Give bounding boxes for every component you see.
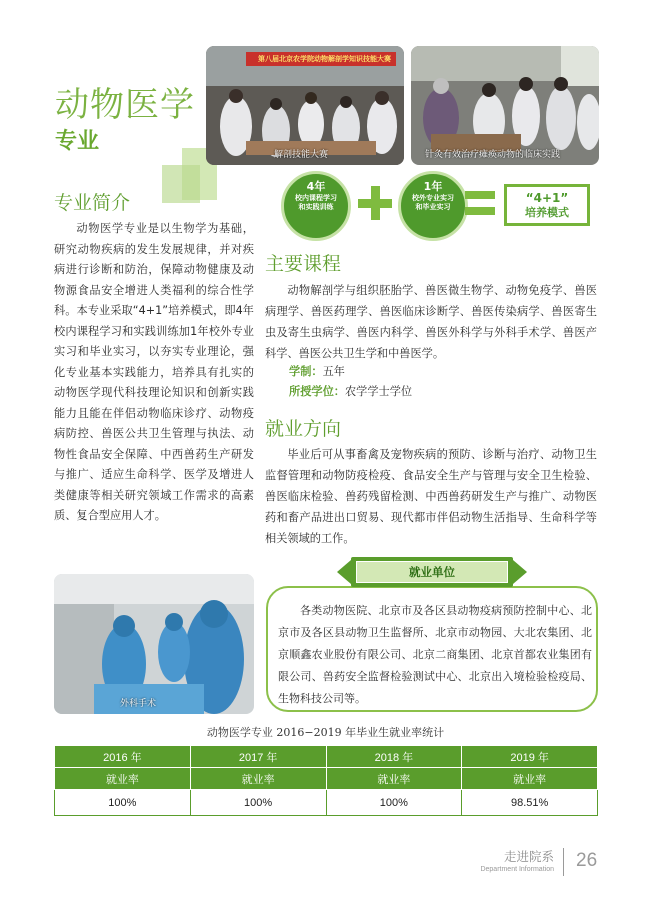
page-number: 26: [576, 850, 598, 871]
table-header-cell: 2018 年: [326, 746, 462, 768]
decor-square: [162, 165, 200, 203]
courses-paragraph: 动物解剖学与组织胚胎学、兽医微生物学、动物免疫学、兽医病理学、兽医药理学、兽医临床诊断学、兽医传染病学、兽医寄生虫及寄生虫病学、兽医内科学、兽医外科学与外科手术学、兽医产科学、兽医公共卫生学和中兽医学。: [265, 284, 597, 360]
one-year-label: 1年: [423, 180, 443, 193]
degree-label: 所授学位：: [289, 385, 345, 398]
table-cell: 98.51%: [462, 790, 598, 816]
one-year-desc: 校外专业实习和毕业实习: [412, 194, 454, 211]
courses-heading: 主要课程: [265, 253, 342, 275]
four-year-label: 4年: [306, 180, 326, 193]
employment-rate-table: [54, 745, 598, 816]
duration-label: 学制：: [289, 365, 323, 378]
page-title: 动物医学: [55, 85, 195, 125]
table-row: [55, 746, 598, 768]
photo-caption: 针灸有效治疗瘫痪动物的临床实践: [425, 150, 561, 160]
intro-paragraph: 动物医学专业是以生物学为基础，研究动物疾病的发生发展规律，并对疾病进行诊断和防治，保障动物健康及动物源食品安全增进人类福利的综合性学科。本专业采取“4+1”培养模式，即4年校内课程学习和实践训练加1年校外专业实习和毕业实习，以夯实专业理论，强化专业基本实践能力，培养具有扎实的动物医学现代科技理论知识和创新实践能力且能在伴侣动物临床诊疗、动物疫病防控、兽医公共卫生管理与执法、动物性食品安全保障、中西兽药生产研发与推广、适应生命科学、医学及增进人类健康等相关研究领域工作需求的高素质、复合型应用人才。: [54, 222, 254, 522]
plus-icon: [371, 186, 380, 220]
table-cell: 100%: [55, 790, 191, 816]
photo-anatomy-contest: [206, 46, 404, 165]
photo-banner-text: 第八届北京农学院动物解剖学知识技能大赛: [258, 55, 391, 63]
table-header-cell: 2017 年: [190, 746, 326, 768]
employment-paragraph: 毕业后可从事畜禽及宠物疾病的预防、诊断与治疗、动物卫生监督管理和动物防疫检疫、食品安全生产与管理与安全卫生检验、兽医临床检验、兽药残留检测、中西兽药研发生产与推广、动物医药和畜产品进出口贸易、现代都市伴侣动物生活指导、生命科学等相关领域的工作。: [265, 448, 597, 545]
photo-caption: 外科手术: [120, 699, 157, 709]
model-result-title: “4+1”: [525, 191, 569, 205]
table-title: 动物医学专业 2016−2019 年毕业生就业率统计: [206, 726, 445, 739]
table-header-cell: 就业率: [326, 768, 462, 790]
photo-acupuncture: [411, 46, 599, 165]
equals-icon: [465, 207, 495, 215]
page-subtitle: 专业: [55, 129, 100, 154]
footer-divider: [563, 848, 564, 876]
photo-surgery: [54, 574, 254, 714]
employment-heading: 就业方向: [265, 418, 342, 440]
banner-ribbon: [513, 560, 527, 584]
photo-caption: 解剖技能大赛: [274, 150, 329, 160]
table-row: [55, 768, 598, 790]
duration-value: 五年: [322, 365, 345, 378]
duration-line: [289, 366, 345, 377]
model-result-sub: 培养模式: [525, 206, 569, 219]
intro-heading: 专业简介: [54, 192, 131, 214]
photo-surgery-image: [54, 574, 254, 714]
four-year-circle: [281, 171, 351, 241]
employer-list: 各类动物医院、北京市及各区县动物疫病预防控制中心、北京市及各区县动物卫生监督所、北京市动物园、大北农集团、北京顺鑫农业股份有限公司、北京二商集团、北京首都农业集团有限公司、兽药安全监督检验测试中心、北京出入境检验检疫局、生物科技公司等。: [278, 604, 592, 705]
degree-value: 农学学士学位: [344, 385, 413, 398]
model-result-box: [504, 184, 590, 226]
four-year-desc: 校内课程学习和实践训练: [295, 194, 337, 211]
table-header-cell: 就业率: [462, 768, 598, 790]
banner-ribbon: [337, 560, 351, 584]
footer-section-title: 走进院系: [503, 849, 554, 864]
table-header-cell: 就业率: [190, 768, 326, 790]
footer-section-subtitle: Department Information: [480, 866, 554, 873]
table-cell: 100%: [326, 790, 462, 816]
table-header-cell: 2016 年: [55, 746, 191, 768]
table-cell: 100%: [190, 790, 326, 816]
degree-line: [289, 386, 412, 397]
one-year-circle: [398, 171, 468, 241]
equals-icon: [465, 191, 495, 199]
table-header-cell: 就业率: [55, 768, 191, 790]
employer-banner-title: 就业单位: [356, 561, 508, 583]
table-row: [55, 790, 598, 816]
table-header-cell: 2019 年: [462, 746, 598, 768]
